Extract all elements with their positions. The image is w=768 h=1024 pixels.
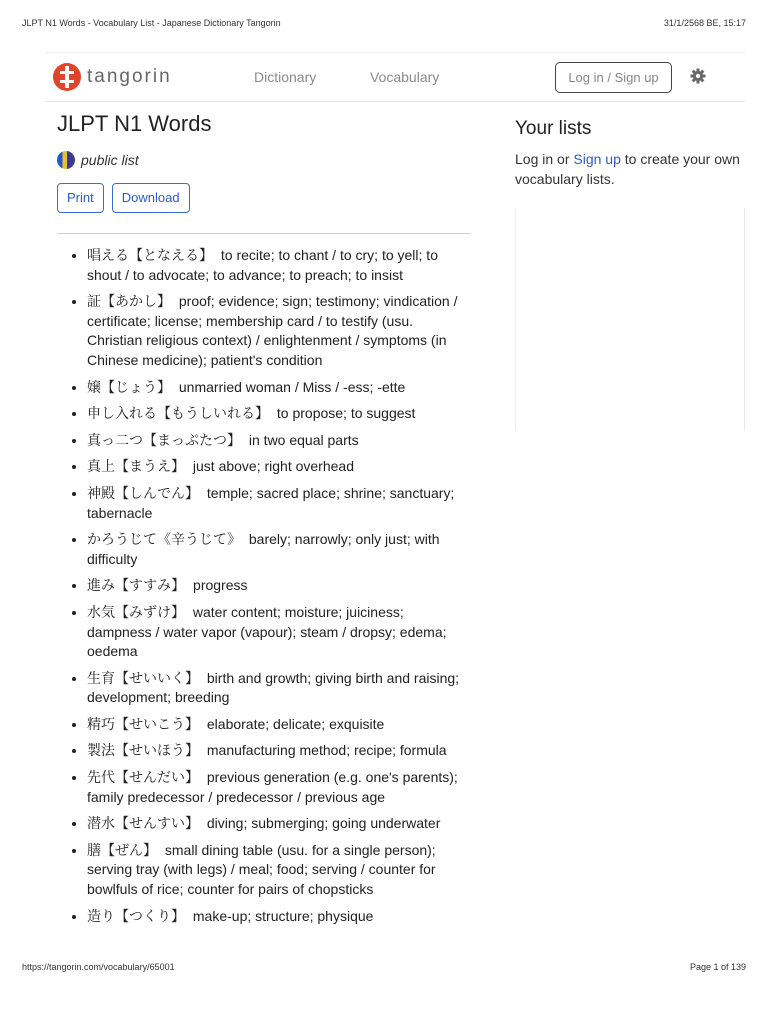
vocab-word[interactable]: 証【あかし】	[87, 293, 171, 310]
print-page-title: JLPT N1 Words - Vocabulary List - Japanese Dictionary Tangorin	[22, 18, 281, 28]
nav-vocabulary-link[interactable]: Vocabulary	[370, 69, 440, 85]
login-signup-button[interactable]: Log in / Sign up	[555, 62, 672, 93]
print-page-number: Page 1 of 139	[689, 962, 746, 972]
vocab-entry	[87, 814, 471, 834]
sidebar	[515, 116, 745, 189]
vocab-meaning: just above; right overhead	[192, 458, 354, 475]
vocab-word[interactable]: 生育【せいいく】	[87, 669, 199, 686]
vocab-entry	[87, 530, 471, 569]
vocab-meaning: make-up; structure; physique	[192, 907, 374, 924]
list-actions	[57, 183, 471, 213]
vocab-word[interactable]: 神殿【しんでん】	[87, 484, 199, 501]
vocab-entry	[87, 378, 471, 398]
sidebar-text-before: Log in or	[515, 151, 574, 167]
nav-dictionary-link[interactable]: Dictionary	[254, 69, 317, 85]
vocab-word[interactable]: 造り【つくり】	[87, 907, 185, 924]
sidebar-heading: Your lists	[515, 118, 592, 139]
vocab-meaning: elaborate; delicate; exquisite	[206, 715, 385, 732]
vocab-meaning: to recite; to chant / to cry; to yell; to shout / to advocate; to advance; to preach; to insist	[87, 247, 438, 283]
vocab-entry	[87, 841, 471, 900]
vocab-entry	[87, 768, 471, 807]
sidebar-ad-box	[515, 208, 745, 430]
vocab-word[interactable]: 膳【ぜん】	[87, 841, 157, 858]
signup-link[interactable]: Sign up	[573, 151, 621, 167]
navbar	[45, 52, 745, 102]
vocab-entry	[87, 246, 471, 285]
vocab-meaning: proof; evidence; sign; testimony; vindication / certificate; license; membership card / to testify (usu. Christian religious context) / enlightenment / symptoms (in Chinese medicine); patient's condition	[87, 293, 458, 368]
vocab-meaning: diving; submerging; going underwater	[206, 815, 441, 832]
main-content	[57, 110, 471, 933]
vocab-entry	[87, 907, 471, 927]
print-header	[22, 18, 746, 28]
globe-icon	[57, 151, 75, 169]
vocab-meaning: birth and growth; giving birth and raising; development; breeding	[87, 669, 460, 706]
vocab-entry	[87, 603, 471, 662]
vocab-word[interactable]: 嬢【じょう】	[87, 378, 171, 395]
vocab-word[interactable]: かろうじて《辛うじて》	[87, 531, 241, 548]
logo[interactable]	[53, 62, 172, 92]
vocab-word[interactable]: 製法【せいほう】	[87, 742, 199, 759]
vocab-word[interactable]: 潜水【せんすい】	[87, 815, 199, 832]
vocab-meaning: temple; sacred place; shrine; sanctuary; tabernacle	[87, 484, 455, 521]
vocab-word[interactable]: 進み【すすみ】	[87, 577, 186, 594]
vocabulary-list	[57, 246, 471, 926]
vocab-entry	[87, 404, 471, 424]
print-footer	[22, 962, 746, 972]
print-url: https://tangorin.com/vocabulary/65001	[22, 962, 175, 972]
gear-icon[interactable]	[690, 68, 706, 84]
vocab-word[interactable]: 真上【まうえ】	[87, 458, 185, 475]
vocab-entry	[87, 457, 471, 477]
vocab-meaning: to propose; to suggest	[276, 405, 416, 422]
vocab-meaning: in two equal parts	[248, 431, 359, 448]
vocab-word[interactable]: 唱える【となえる】	[87, 247, 213, 263]
print-datetime: 31/1/2568 BE, 15:17	[663, 18, 746, 28]
vocab-entry	[87, 741, 471, 761]
vocab-meaning: progress	[193, 577, 248, 594]
vocab-entry	[87, 292, 471, 370]
list-visibility	[57, 151, 471, 169]
vocab-entry	[87, 484, 471, 523]
vocab-word[interactable]: 真っ二つ【まっぷたつ】	[87, 431, 241, 448]
sidebar-text-after: to create your own vocabulary lists.	[515, 151, 740, 187]
sidebar-text	[515, 150, 745, 189]
vocab-word[interactable]: 水気【みずけ】	[87, 603, 185, 620]
vocab-word[interactable]: 申し入れる【もうしいれる】	[87, 405, 269, 422]
logo-text: tangorin	[87, 66, 172, 87]
tangorin-logo-icon	[53, 63, 81, 91]
vocab-word[interactable]: 精巧【せいこう】	[87, 715, 199, 732]
vocab-meaning: manufacturing method; recipe; formula	[206, 742, 447, 759]
vocab-meaning: previous generation (e.g. one's parents); family predecessor / predecessor / previous age	[87, 769, 458, 805]
vocab-entry	[87, 715, 471, 735]
vocab-meaning: barely; narrowly; only just; with difficulty	[87, 531, 440, 567]
print-button[interactable]: Print	[57, 183, 104, 213]
vocab-meaning: small dining table (usu. for a single person); serving tray (with legs) / meal; food; serving / counter for bowlfuls of rice; counter for pairs of chopsticks	[87, 841, 436, 898]
vocab-entry	[87, 431, 471, 451]
vocab-entry	[87, 576, 471, 596]
vocab-entry	[87, 669, 471, 708]
visibility-label: public list	[81, 152, 139, 168]
vocab-meaning: water content; moisture; juiciness; dampness / water vapor (vapour); steam / dropsy; edema; oedema	[87, 603, 447, 660]
vocab-meaning: unmarried woman / Miss / -ess; -ette	[178, 378, 406, 395]
page-title: JLPT N1 Words	[57, 111, 212, 136]
divider	[57, 233, 471, 234]
vocab-word[interactable]: 先代【せんだい】	[87, 769, 199, 786]
download-button[interactable]: Download	[112, 183, 190, 213]
